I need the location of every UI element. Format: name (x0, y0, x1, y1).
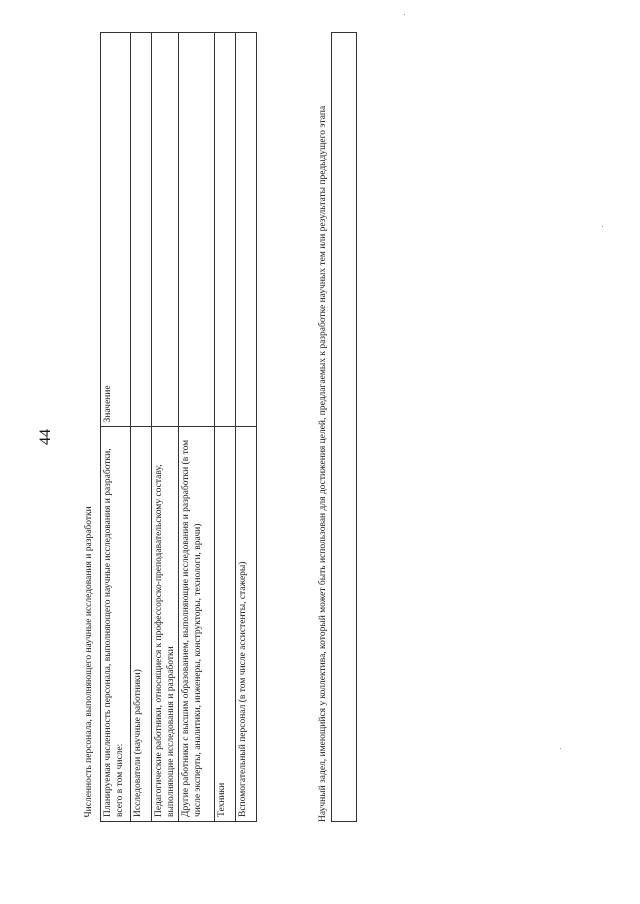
staff-table (82, 32, 257, 822)
row-label: Педагогические работники, относящиеся к профессорско-преподавательскому составу, выполняющие исследования и разработки (151, 427, 178, 822)
backlog-field[interactable] (331, 32, 357, 822)
backlog-label: Научный задел, имеющийся у коллектива, который может быть использован для достижения целей, предлагаемых к разработке научных тем или результаты предыдущего этапа (317, 105, 328, 822)
table-row (178, 33, 214, 822)
value-cell[interactable] (235, 33, 256, 428)
row-label: Другие работники с высшим образованием, выполняющие исследования и разработки (в том числе эксперты, аналитики, инженеры, конструкторы, технологи, врачи) (178, 427, 214, 822)
table-row (100, 33, 130, 822)
table-row (151, 33, 178, 822)
table-row (235, 33, 256, 822)
rotated-content (82, 32, 372, 822)
value-cell[interactable] (214, 33, 235, 428)
table-caption: Численность персонала, выполняющего научные исследования и разработки (82, 33, 100, 822)
value-header: Значение (100, 33, 130, 428)
value-cell[interactable] (178, 33, 214, 428)
row-label: Техники (214, 427, 235, 822)
scan-speck (404, 14, 405, 15)
scan-speck (560, 748, 561, 749)
page-number: 44 (37, 429, 54, 445)
scan-speck (602, 226, 603, 227)
table-row (130, 33, 151, 822)
table-row (214, 33, 235, 822)
row-label: Вспомогательный персонал (в том числе ассистенты, стажеры) (235, 427, 256, 822)
table-caption-row (82, 33, 100, 822)
row-label: Планируемая численность персонала, выполняющего научные исследования и разработки, всего в том числе: (100, 427, 130, 822)
value-cell[interactable] (151, 33, 178, 428)
value-cell[interactable] (130, 33, 151, 428)
row-label: Исследователи (научные работники) (130, 427, 151, 822)
